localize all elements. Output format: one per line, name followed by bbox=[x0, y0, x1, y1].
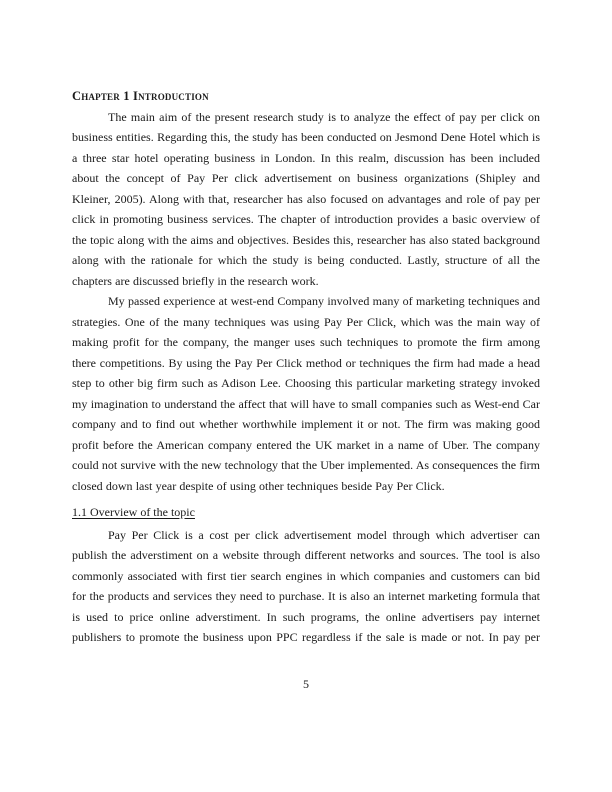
paragraph-introduction-overview: The main aim of the present research study is to analyze the effect of pay per click on business entities. Regarding this, the study has been conducted on Jesmond Dene Hotel which is a three star hotel operating business in London. In this realm, discussion has been included about the concept of Pay Per click advertisement on business organizations (Shipley and Kleiner, 2005). Along with that, researcher has also focused on advantages and role of pay per click in promoting business services. The chapter of introduction provides a basic overview of the topic along with the aims and objectives. Besides this, researcher has also stated background along with the rationale for which the study is being conducted. Lastly, structure of all the chapters are discussed briefly in the research work. bbox=[72, 109, 540, 288]
page-content bbox=[72, 86, 540, 648]
section-heading-overview-of-topic: 1.1 Overview of the topic bbox=[72, 505, 195, 519]
paragraph-ppc-definition: Pay Per Click is a cost per click advertisement model through which advertiser can publish the adverstiment on a website through different networks and sources. The tool is also commonly associated with first tier search engines in which companies and customers can bid for the products and services they need to purchase. It is also an internet marketing formula that is used to price online adverstiment. In such programs, the online advertisers pay internet publishers to promote the business upon PPC regardless if the sale is made or not. In pay per bbox=[72, 527, 540, 644]
page-number: 5 bbox=[303, 677, 309, 691]
paragraph-personal-experience: My passed experience at west-end Company involved many of marketing techniques and strategies. One of the many techniques was using Pay Per Click, which was the main way of making profit for the company, the manger uses such techniques to promote the firm among there competitions. By using the Pay Per Click method or techniques the firm had made a head step to other big firm such as Adison Lee. Choosing this particular marketing strategy invoked my imagination to understand the affect that will have to small companies such as West-end Car company and to find out whether worthwhile implement it or not. The firm was making good profit before the American company entered the UK market in a name of Uber. The company could not survive with the new technology that the Uber implemented. As consequences the firm closed down last year despite of using other techniques beside Pay Per Click. bbox=[72, 294, 540, 493]
chapter-heading: Chapter 1 Introduction bbox=[72, 89, 209, 103]
